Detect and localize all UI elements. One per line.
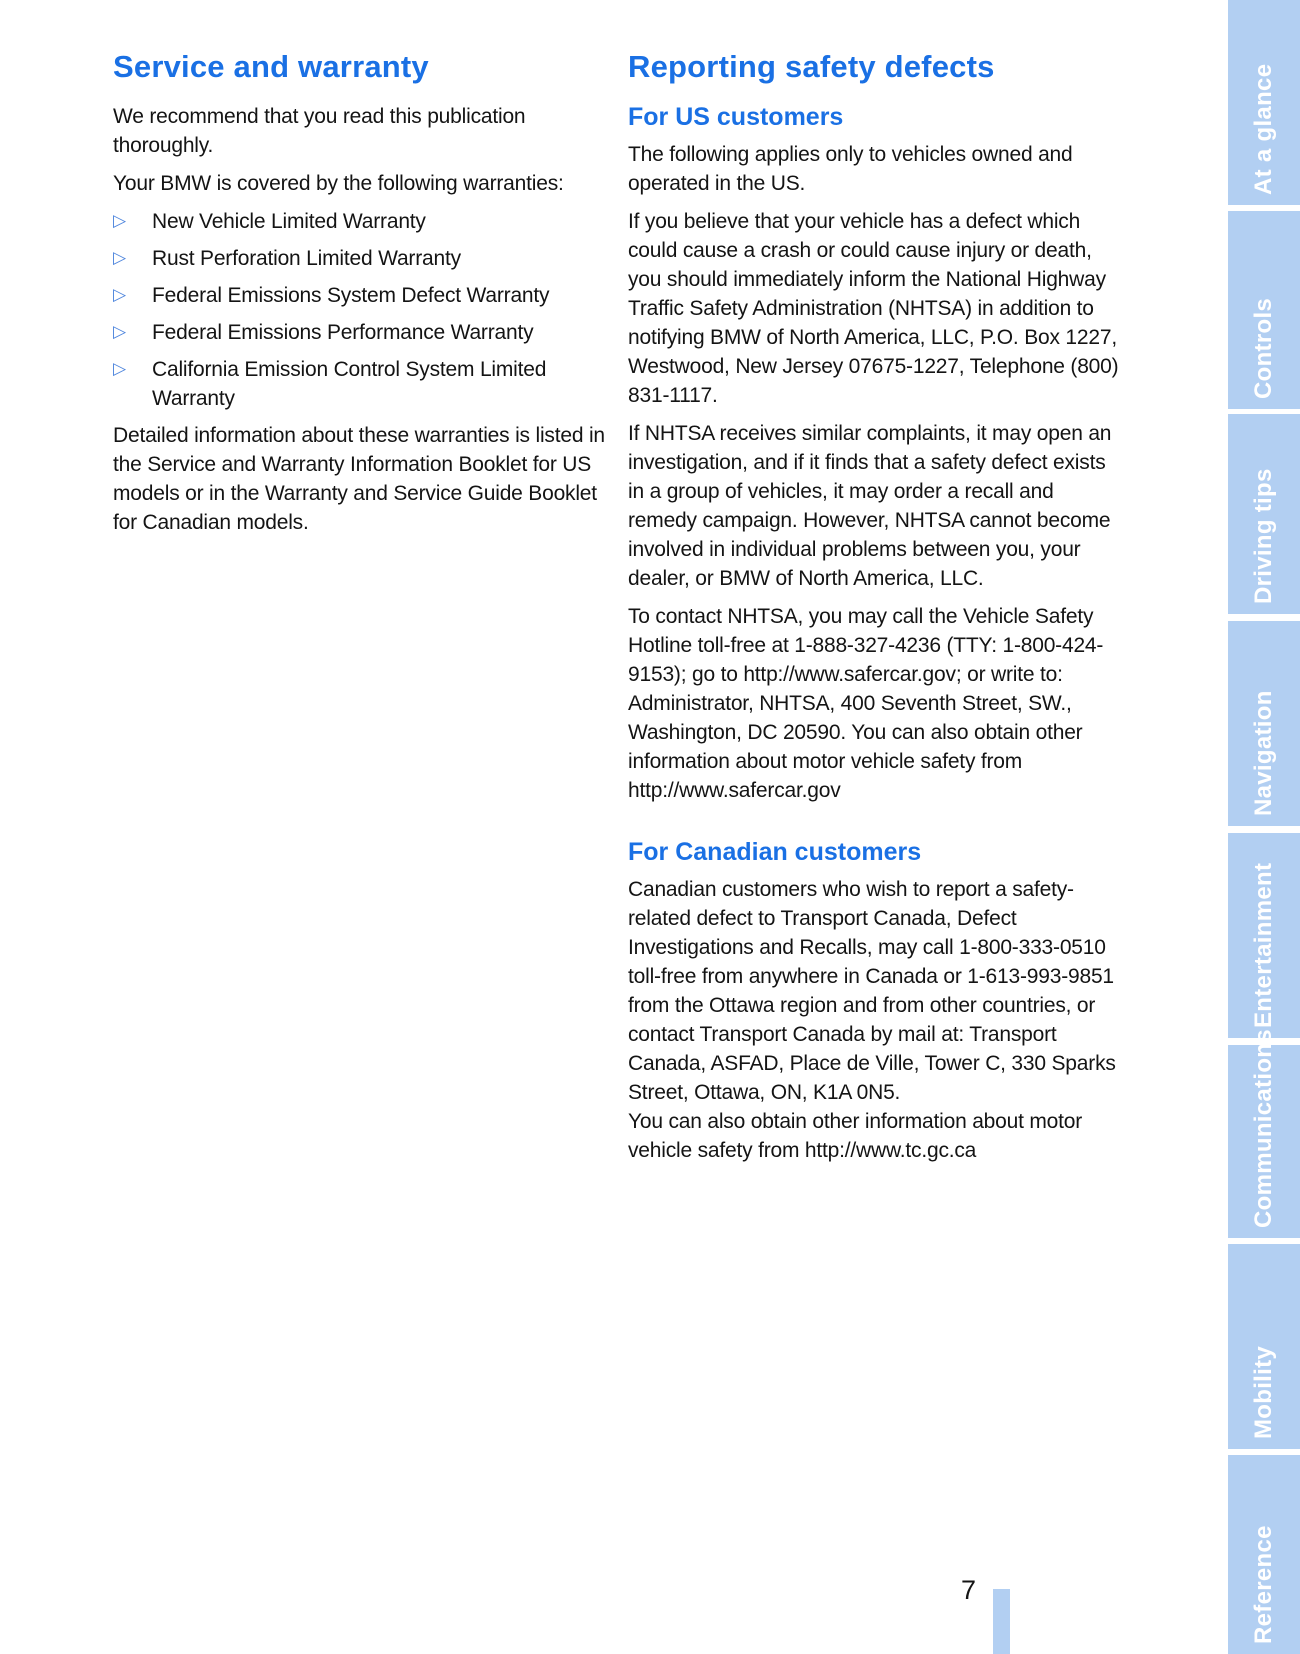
tab-label: Navigation — [1250, 690, 1277, 816]
reporting-safety-defects-heading: Reporting safety defects — [628, 49, 995, 84]
tab-communications[interactable] — [1228, 1029, 1300, 1238]
tab-driving-tips[interactable] — [1228, 414, 1300, 614]
list-item — [113, 244, 608, 273]
list-item-label: Federal Emissions Performance Warranty — [152, 321, 534, 344]
service-warranty-heading: Service and warranty — [113, 49, 429, 84]
page-number: 7 — [961, 1575, 977, 1605]
triangle-bullet-icon: ▷ — [113, 359, 126, 379]
triangle-bullet-icon: ▷ — [113, 211, 126, 231]
tab-label: Reference — [1250, 1525, 1277, 1644]
tab-mobility[interactable] — [1228, 1244, 1300, 1449]
tab-label: Controls — [1250, 297, 1277, 399]
paragraph: If NHTSA receives similar complaints, it may open an investigation, and if it finds that a safety defect exists in a group of vehicles, it may order a recall and remedy campaign. However, NHTSA cannot become involved in individual problems between you, your dealer, or BMW of North America, LLC. — [628, 422, 1112, 590]
list-item-label: California Emission Control System Limited Warranty — [152, 358, 547, 410]
paragraph: Detailed information about these warranties is listed in the Service and Warranty Information Booklet for US models or in the Warranty and Service Guide Booklet for Canadian models. — [113, 424, 605, 534]
paragraph: Canadian customers who wish to report a safety-related defect to Transport Canada, Defect Investigations and Recalls, may call 1-800-333-0510 toll-free from anywhere in Canada or 1-613-993-9851 from the Ottawa region and from other countries, or contact Transport Canada by mail at: Transport Canada, ASFAD, Place de Ville, Tower C, 330 Sparks Street, Ottawa, ON, K1A 0N5. — [628, 878, 1116, 1104]
canadian-customers-subheading: For Canadian customers — [628, 838, 922, 866]
service-warranty-section — [113, 48, 608, 546]
safety-defects-section — [628, 48, 1123, 1165]
tab-label: Entertainment — [1250, 862, 1277, 1028]
tab-label: Mobility — [1250, 1345, 1277, 1439]
tab-reference[interactable] — [1228, 1455, 1300, 1654]
list-item — [113, 355, 608, 413]
paragraph: The following applies only to vehicles owned and operated in the US. — [628, 143, 1073, 195]
paragraph: We recommend that you read this publication thoroughly. — [113, 105, 526, 157]
us-customers-subheading: For US customers — [628, 103, 844, 131]
triangle-bullet-icon: ▷ — [113, 322, 126, 342]
list-item-label: New Vehicle Limited Warranty — [152, 210, 426, 233]
warranty-list — [113, 207, 608, 413]
tab-entertainment[interactable] — [1228, 833, 1300, 1038]
page-marker-bar — [993, 1589, 1010, 1654]
paragraph: If you believe that your vehicle has a defect which could cause a crash or could cause injury or death, you should immediately inform the National Highway Traffic Safety Administration (NHTSA) in addition to notifying BMW of North America, LLC, P.O. Box 1227, Westwood, New Jersey 07675-1227, Telephone (800) 831-1117. — [628, 210, 1119, 407]
tab-navigation[interactable] — [1228, 621, 1300, 826]
list-item-label: Rust Perforation Limited Warranty — [152, 247, 461, 270]
tab-controls[interactable] — [1228, 211, 1300, 409]
tab-at-a-glance[interactable] — [1228, 0, 1300, 205]
paragraph: You can also obtain other information about motor vehicle safety from http://www.tc.gc.ca — [628, 1110, 1083, 1162]
triangle-bullet-icon: ▷ — [113, 285, 126, 305]
tab-label: Communications — [1250, 1029, 1277, 1228]
paragraph: To contact NHTSA, you may call the Vehicle Safety Hotline toll-free at 1-888-327-4236 (TTY: 1-800-424-9153); go to http://www.safercar.gov; or write to: Administrator, NHTSA, 400 Seventh Street, SW., Washington, DC 20590. You can also obtain other information about motor vehicle safety from http://www.safercar.gov — [628, 605, 1104, 802]
list-item — [113, 318, 608, 347]
tab-label: Driving tips — [1250, 468, 1277, 604]
list-item-label: Federal Emissions System Defect Warranty — [152, 284, 550, 307]
list-item — [113, 281, 608, 310]
list-item — [113, 207, 608, 236]
paragraph: Your BMW is covered by the following warranties: — [113, 172, 564, 195]
triangle-bullet-icon: ▷ — [113, 248, 126, 268]
tab-label: At a glance — [1250, 63, 1277, 195]
